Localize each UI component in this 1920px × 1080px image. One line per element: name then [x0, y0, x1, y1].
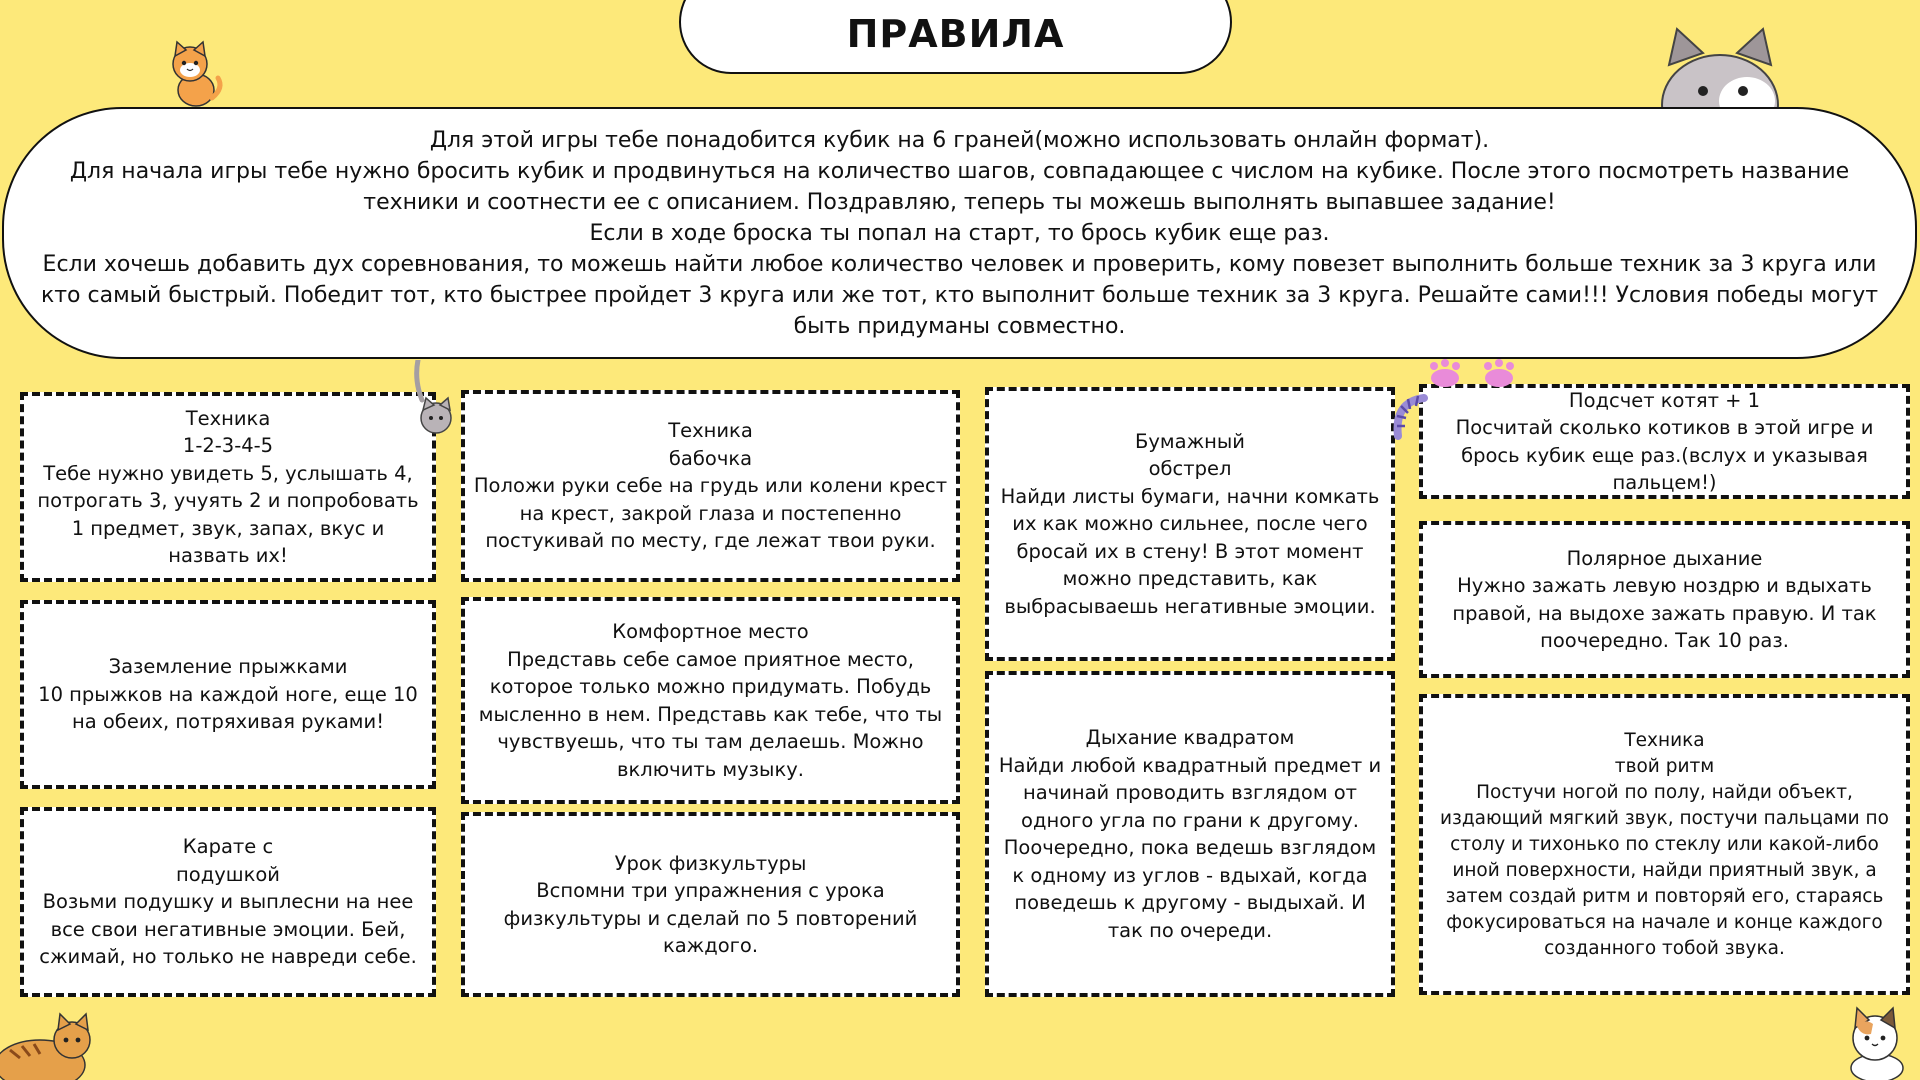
- card-title: Комфортное место: [612, 620, 809, 643]
- paw-prints-icon: [1425, 358, 1525, 388]
- card-subtitle: подушкой: [176, 862, 280, 886]
- intro-line: Если хочешь добавить дух соревнования, то можешь найти любое количество человек и проверить, кому повезет выполнить больше техник за 3 круга или кто самый быстрый. Победит тот, кто быстрее пройдет 3 круга или же тот, кто выполнит больше техник за 3 круга. Решайте сами!!! Условия победы могут быть придуманы совместно.: [40, 252, 1879, 339]
- gray-cat-hanging-icon: [408, 360, 468, 450]
- calico-cat-icon: [1835, 1000, 1915, 1080]
- card-title: Техника: [185, 406, 271, 430]
- card-square-breathing: [985, 671, 1395, 997]
- cat-peeking-icon: [1655, 25, 1785, 115]
- rules-intro: [2, 107, 1917, 359]
- card-pillow-karate: [20, 807, 436, 997]
- card-count-kittens: [1419, 384, 1910, 499]
- card-comfort-place: [461, 597, 960, 804]
- striped-tail-icon: [1388, 392, 1428, 442]
- card-subtitle: обстрел: [1148, 457, 1232, 481]
- intro-line: Для этой игры тебе понадобится кубик на 6 граней(можно использовать онлайн формат).: [429, 128, 1490, 153]
- card-text: 10 прыжков на каждой ноге, еще 10 на обеих, потряхивая руками!: [38, 682, 418, 734]
- card-subtitle: бабочка: [668, 446, 753, 470]
- card-subtitle: твой ритм: [1614, 755, 1715, 777]
- card-title: Полярное дыхание: [1566, 546, 1763, 570]
- card-polar-breathing: [1419, 521, 1910, 678]
- page-title: ПРАВИЛА: [846, 12, 1065, 56]
- intro-line: Для начала игры тебе нужно бросить кубик и продвинуться на количество шагов, совпадающее с числом на кубике. После этого посмотреть название техники и соотнести ее с описанием. Поздравляю, теперь ты можешь выполнять выпавшее задание!: [69, 159, 1850, 215]
- card-butterfly: [461, 390, 960, 582]
- card-title: Урок физкультуры: [614, 851, 807, 875]
- intro-line: Если в ходе броска ты попал на старт, то брось кубик еще раз.: [589, 221, 1330, 246]
- card-title: Подсчет котят + 1: [1568, 388, 1761, 412]
- card-title: Бумажный: [1135, 429, 1245, 453]
- card-title: Дыхание квадратом: [1085, 726, 1295, 749]
- card-paper-barrage: [985, 387, 1395, 661]
- card-text: Возьми подушку и выплесни на нее все свои негативные эмоции. Бей, сжимай, но только не навреди себе.: [39, 890, 417, 969]
- card-title: Карате с: [182, 835, 274, 859]
- card-text: Посчитай сколько котиков в этой игре и брось кубик еще раз.(вслух и указывая пальцем!): [1455, 416, 1874, 494]
- title-banner: [679, 0, 1232, 74]
- card-title: Техника: [1624, 729, 1705, 751]
- card-technique-12345: [20, 392, 436, 582]
- card-text: Найди листы бумаги, начни комкать их как можно сильнее, после чего бросай их в стену! В этот момент можно представить, как выбрасываешь негативные эмоции.: [1000, 484, 1380, 618]
- card-text: Представь себе самое приятное место, которое только можно придумать. Побудь мысленно в нем. Представь как тебе, что ты чувствуешь, что ты там делаешь. Можно включить музыку.: [478, 647, 943, 781]
- orange-cat-lying-icon: [0, 1010, 100, 1080]
- card-text: Постучи ногой по полу, найди объект, издающий мягкий звук, постучи пальцами по столу и тихонько по стеклу или какой-либо иной поверхности, найди приятный звук, а затем создай ритм и повторяй его, стараясь фокусироваться на начале и конце каждого созданного тобой звука.: [1440, 781, 1889, 959]
- card-pe-lesson: [461, 812, 960, 997]
- card-text: Вспомни три упражнения с урока физкультуры и сделай по 5 повторений каждого.: [503, 879, 918, 957]
- card-text: Положи руки себе на грудь или колени крест на крест, закрой глаза и постепенно постукивай по месту, где лежат твои руки.: [473, 474, 948, 553]
- card-title: Заземление прыжками: [108, 655, 348, 679]
- card-grounding-jumps: [20, 600, 436, 789]
- card-your-rhythm: [1419, 694, 1910, 995]
- card-text: Найди любой квадратный предмет и начинай проводить взглядом от одного угла по грани к другому. Поочередно, пока ведешь взглядом к одному из углов - вдыхай, когда поведешь к другому - выдыхай. И так по очереди.: [998, 753, 1382, 942]
- cat-sitting-icon: [160, 38, 230, 108]
- card-title: Техника: [668, 419, 753, 443]
- card-subtitle: 1-2-3-4-5: [182, 434, 274, 457]
- card-text: Нужно зажать левую ноздрю и вдыхать правой, на выдохе зажать правую. И так поочередно. Так 10 раз.: [1452, 574, 1877, 652]
- card-text: Тебе нужно увидеть 5, услышать 4, потрогать 3, учуять 2 и попробовать 1 предмет, звук, запах, вкус и назвать их!: [37, 461, 419, 567]
